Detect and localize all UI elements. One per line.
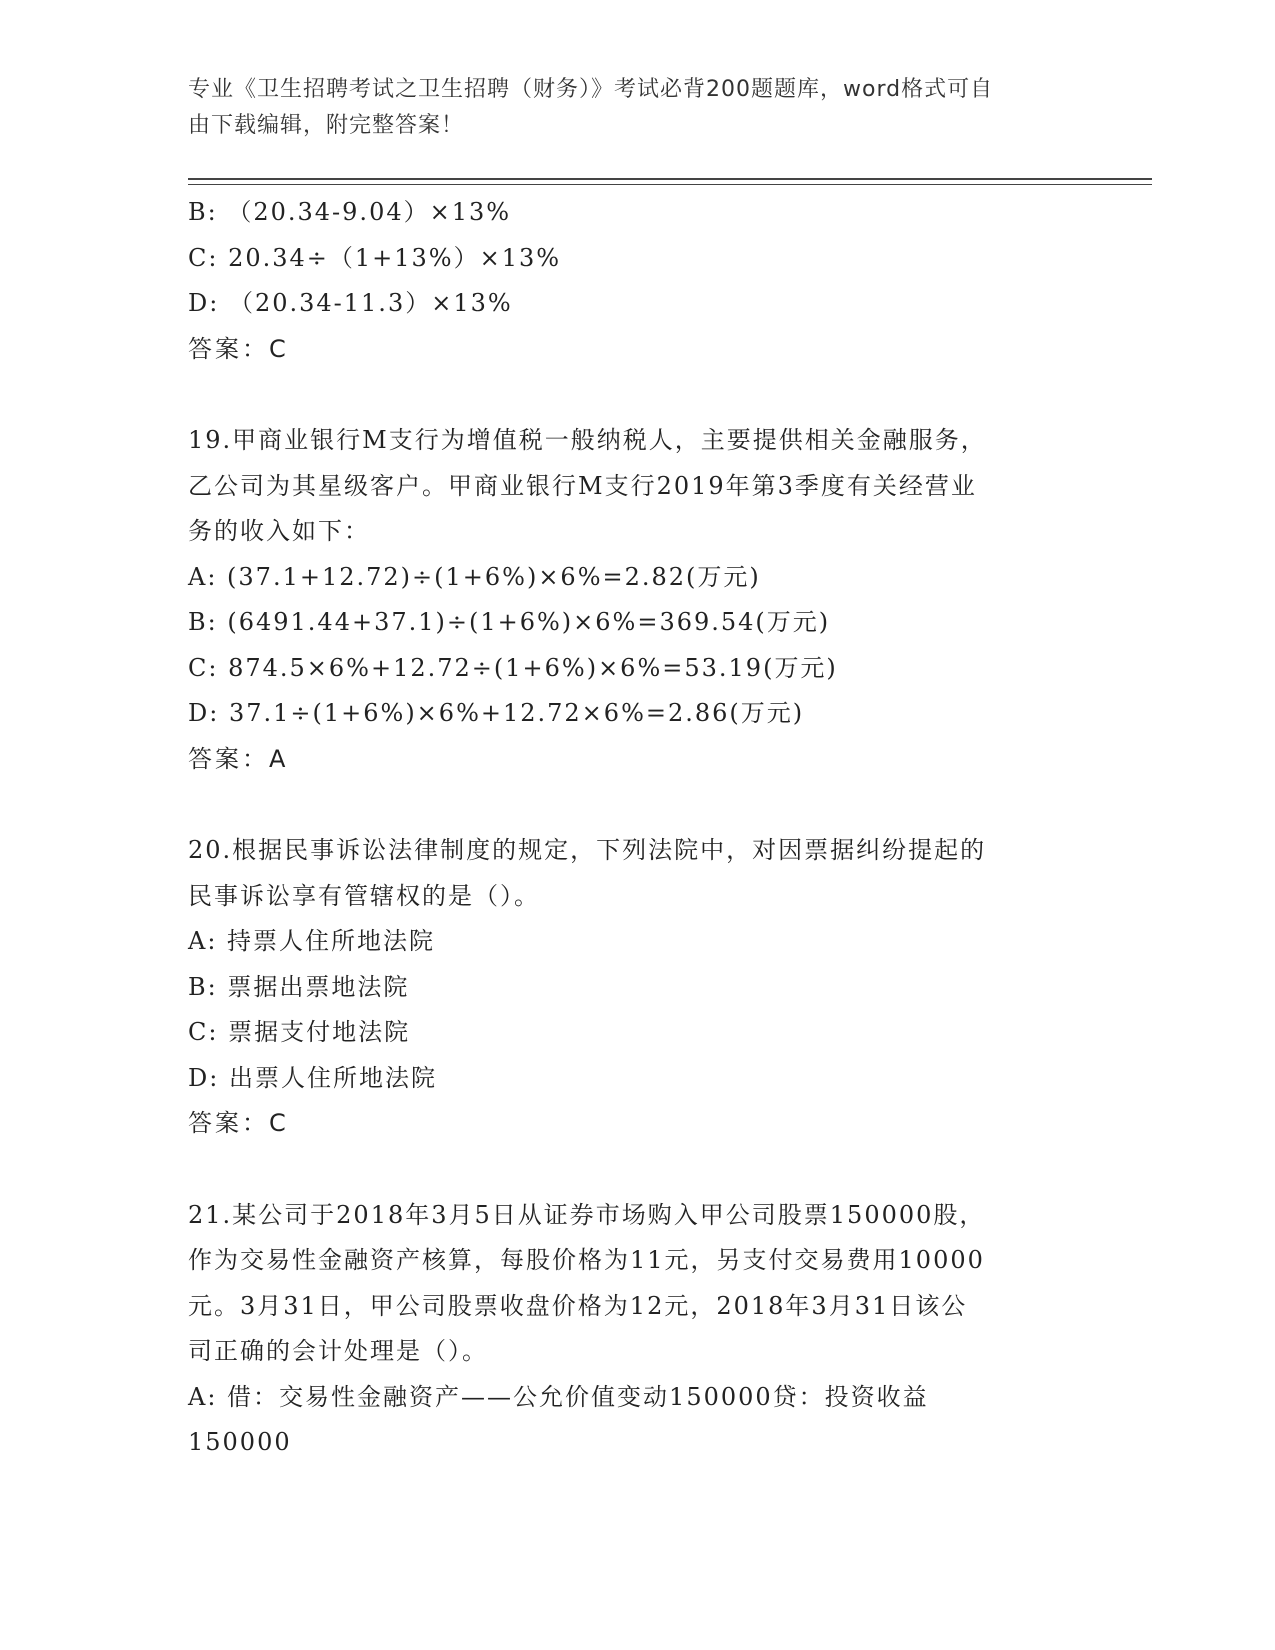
question-stem: 19.甲商业银行M支行为增值税一般纳税人，主要提供相关金融服务， [188,426,987,454]
answer: 答案：A [188,744,289,773]
question-stem: 作为交易性金融资产核算，每股价格为11元，另支付交易费用10000 [188,1246,985,1274]
question-stem: 司正确的会计处理是（）。 [188,1337,488,1365]
header-rule-thin [188,184,1152,185]
question-stem: 21.某公司于2018年3月5日从证券市场购入甲公司股票150000股， [188,1200,986,1229]
header-line-2: 由下载编辑，附完整答案！ [188,113,465,138]
question-stem: 乙公司为其星级客户。甲商业银行M支行2019年第3季度有关经营业 [188,471,977,500]
option-d: D: 37.1÷(1+6%)×6%+12.72×6%=2.86(万元) [188,699,805,727]
option-b: B: (6491.44+37.1)÷(1+6%)×6%=369.54(万元) [188,608,831,636]
option-a: A: 持票人住所地法院 [188,927,436,955]
question-20 [188,828,1088,1147]
option-b: B: 票据出票地法院 [188,972,410,1001]
question-stem: 元。3月31日，甲公司股票收盘价格为12元，2018年3月31日该公 [188,1291,968,1320]
option-b: B: （20.34-9.04）×13% [188,198,512,226]
header-rule-thick [188,178,1152,180]
option-d: D: 出票人住所地法院 [188,1063,437,1092]
question-18 [188,190,1088,372]
option-a-continued: 150000 [188,1428,292,1456]
question-stem: 民事诉讼享有管辖权的是（）。 [188,881,540,910]
option-c: C: 20.34÷（1+13%）×13% [188,243,562,272]
answer: 答案：C [188,1109,289,1137]
option-c: C: 874.5×6%+12.72÷(1+6%)×6%=53.19(万元) [188,653,838,682]
answer: 答案：C [188,334,289,363]
question-21 [188,1193,1088,1466]
document-body [188,190,1088,1466]
question-19 [188,418,1088,782]
header-line-1: 专业《卫生招聘考试之卫生招聘（财务）》考试必背200题题库，word格式可自 [188,77,994,102]
page-header [188,72,1068,144]
question-stem: 20.根据民事诉讼法律制度的规定，下列法院中，对因票据纠纷提起的 [188,836,987,864]
option-d: D: （20.34-11.3）×13% [188,289,513,317]
question-stem: 务的收入如下： [188,517,370,545]
option-a: A: 借：交易性金融资产——公允价值变动150000贷：投资收益 [188,1382,929,1411]
option-c: C: 票据支付地法院 [188,1018,411,1046]
option-a: A: (37.1+12.72)÷(1+6%)×6%=2.82(万元) [188,562,761,591]
